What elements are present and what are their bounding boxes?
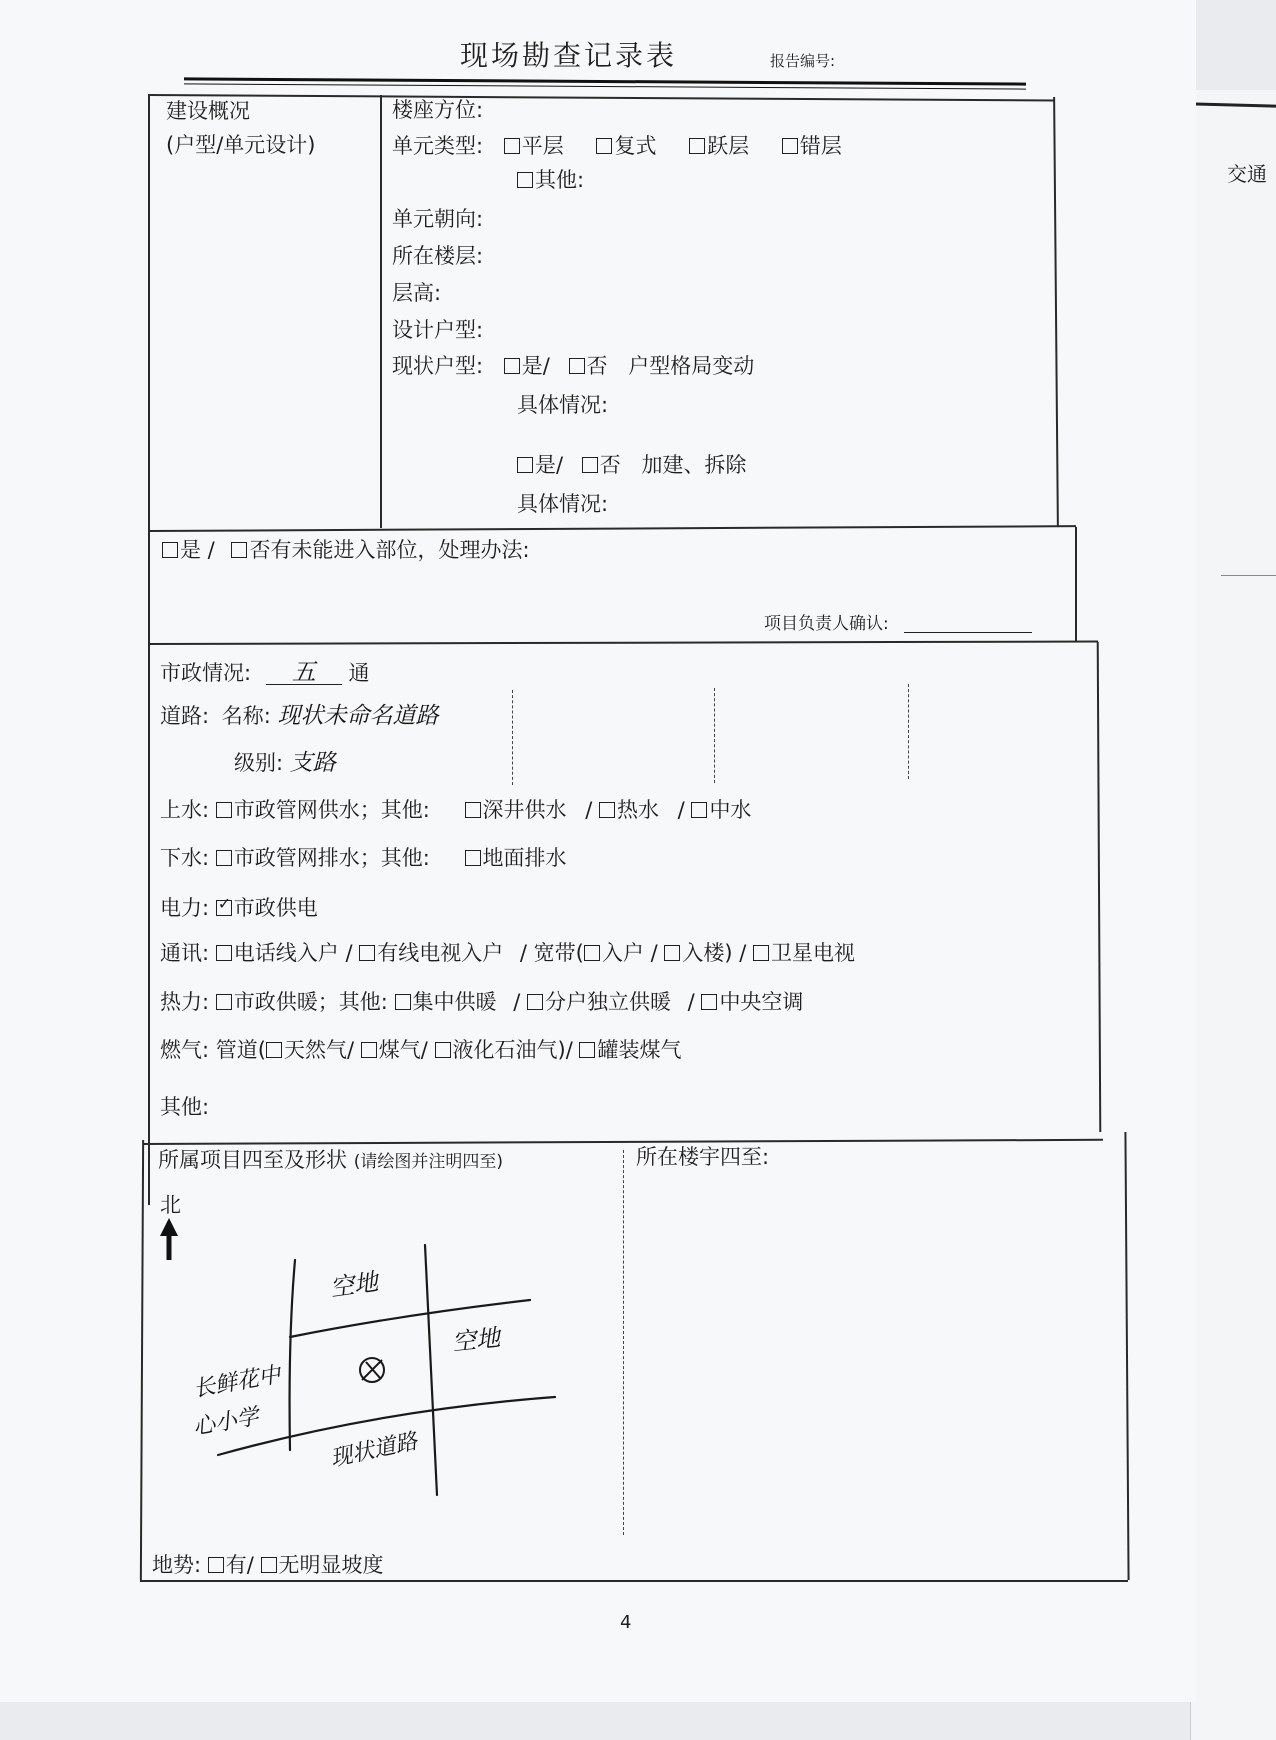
terrain-slope-checkbox[interactable] (208, 1557, 224, 1573)
floor-height-label: 层高: (392, 281, 442, 305)
layout-change-details-label: 具体情况: (517, 393, 609, 417)
background-page-rule (1191, 102, 1276, 108)
satellite-tv-label: 卫星电视 (770, 941, 855, 965)
heating-row: 热力: 市政供暖；其他: 集中供暖 / 分户独立供暖 / 中央空调 (160, 990, 804, 1014)
surface-drainage-label: 地面排水 (482, 846, 567, 870)
sketch-north-label: 空地 (328, 1267, 380, 1303)
gas-pipe-label: 管道( (215, 1038, 266, 1062)
terrain-label: 地势: (152, 1553, 202, 1577)
unit-type-split-label: 错层 (799, 134, 842, 158)
drainage-label: 下水: (160, 846, 210, 870)
page-number: 4 (620, 1612, 632, 1633)
deep-well-label: 深井供水 (482, 798, 567, 822)
telecom-row: 通讯: 电话线入户 / 有线电视入户 / 宽带( 入户 / 入楼) / 卫星电视 (160, 941, 855, 965)
unit-type-loft-label: 跃层 (707, 134, 750, 158)
cable-tv-label: 有线电视入户 (377, 941, 504, 965)
addition-no-label: 否 (599, 453, 621, 477)
inaccessible-yes-label: 是 / (180, 538, 215, 562)
other-label: 其他: (160, 1095, 210, 1119)
sketch-south-label: 现状道路 (328, 1429, 420, 1472)
background-page (1190, 90, 1276, 1740)
north-label: 北 (160, 1193, 181, 1217)
layout-change-no-label: 否 (586, 354, 608, 378)
hot-water-label: 热水 (616, 798, 659, 822)
report-number-label: 报告编号: (770, 52, 836, 70)
lpg-label: 液化石油气)/ (452, 1038, 573, 1062)
background-page-line (1221, 575, 1276, 576)
central-heating-label: 集中供暖 (412, 990, 497, 1014)
water-supply-label: 上水: (160, 798, 210, 822)
telecom-label: 通讯: (160, 941, 210, 965)
unit-type-flat-label: 平层 (521, 134, 564, 158)
building-boundaries-title: 所在楼宇四至: (636, 1145, 770, 1169)
drainage-municipal-label: 市政管网排水；其他: (233, 846, 430, 870)
unit-type-other-label: 其他: (535, 168, 585, 192)
road-label: 道路: (160, 704, 210, 728)
terrain-row (152, 1555, 384, 1576)
central-ac-label: 中央空调 (719, 990, 804, 1014)
unit-type-duplex-label: 复式 (614, 134, 657, 158)
broadband-building-label: 入楼) (682, 941, 733, 965)
road-grade-label: 级别: (234, 751, 284, 775)
unit-type-label: 单元类型: (392, 134, 484, 158)
addition-text: 加建、拆除 (641, 453, 747, 477)
municipal-suffix: 通 (348, 661, 370, 685)
sketch-west-label-2: 心小学 (191, 1404, 261, 1441)
project-boundaries-title: 所属项目四至及形状 (158, 1148, 347, 1172)
bottled-gas-label: 罐装煤气 (597, 1038, 682, 1062)
sketch-west-label-1: 长鲜花中 (191, 1362, 283, 1403)
telephone-label: 电话线入户 (233, 941, 339, 965)
power-municipal-label: 市政供电 (233, 896, 318, 920)
reclaimed-water-label: 中水 (709, 798, 752, 822)
terrain-flat-label: 无明显坡度 (278, 1553, 384, 1577)
road-name-value[interactable]: 现状未命名道路 (277, 703, 439, 729)
power-label: 电力: (160, 896, 210, 920)
building-position-label: 楼座方位: (392, 98, 484, 122)
heating-municipal-label: 市政供暖；其他: (233, 990, 388, 1014)
floor-label: 所在楼层: (392, 244, 484, 268)
water-supply-row: 上水: 市政管网供水；其他: 深井供水 / 热水 / 中水 (160, 798, 752, 822)
broadband-home-label: 入户 (601, 941, 644, 965)
terrain-flat-checkbox[interactable] (261, 1557, 277, 1573)
layout-change-text: 户型格局变动 (628, 354, 755, 378)
heating-label: 热力: (160, 990, 210, 1014)
construction-overview-subtitle: (户型/单元设计) (166, 133, 316, 157)
north-arrow-icon (160, 1218, 178, 1260)
background-page-text: 交通 (1227, 162, 1267, 186)
individual-heating-label: 分户独立供暖 (544, 990, 671, 1014)
addition-yes-label: 是/ (535, 453, 564, 477)
coal-gas-label: 煤气/ (378, 1038, 428, 1062)
terrain-slope-label: 有/ (225, 1553, 254, 1577)
design-type-label: 设计户型: (392, 318, 484, 342)
gas-label: 燃气: (160, 1038, 210, 1062)
sketch-east-label: 空地 (450, 1323, 502, 1357)
municipal-label: 市政情况: (160, 661, 252, 685)
road-name-label: 名称: (221, 704, 271, 728)
check-mark-icon: ✓ (217, 894, 232, 913)
form-title: 现场勘查记录表 (460, 39, 678, 72)
current-type-label: 现状户型: (392, 354, 484, 378)
addition-details-label: 具体情况: (517, 492, 609, 516)
layout-change-yes-label: 是/ (521, 354, 550, 378)
site-marker-icon (360, 1358, 384, 1382)
road-grade-value[interactable]: 支路 (289, 750, 336, 776)
manager-confirm-label: 项目负责人确认: (764, 614, 889, 634)
water-supply-municipal-label: 市政管网供水；其他: (233, 798, 430, 822)
municipal-value[interactable]: 五 (266, 660, 342, 685)
broadband-label: 宽带( (533, 941, 584, 965)
construction-overview-title: 建设概况 (166, 99, 250, 123)
unit-orientation-label: 单元朝向: (392, 207, 484, 231)
project-boundaries-note: (请绘图并注明四至) (353, 1152, 503, 1172)
natural-gas-label: 天然气/ (283, 1038, 355, 1062)
inaccessible-question: 否有未能进入部位，处理办法: (249, 538, 530, 562)
